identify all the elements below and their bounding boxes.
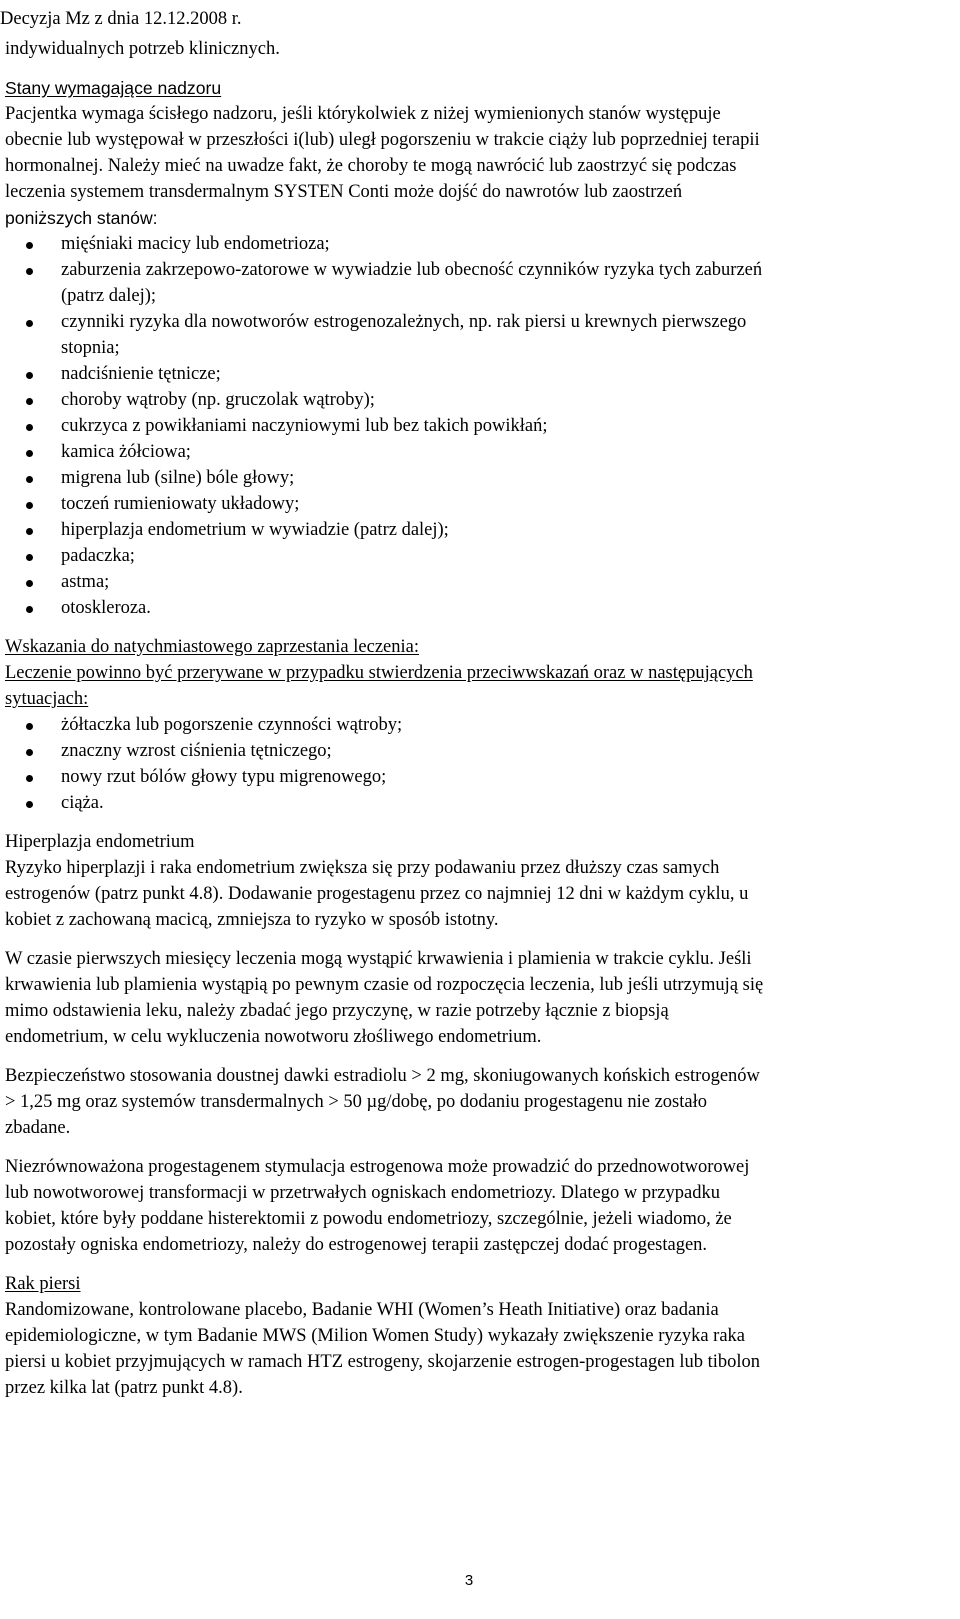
paragraph — [5, 855, 920, 933]
bullet-icon — [26, 580, 33, 587]
paragraph-line: Ryzyko hiperplazji i raka endometrium zwiększa się przy podawaniu przez dłuższy czas samych — [5, 858, 720, 878]
list-item — [5, 361, 920, 387]
section-heading-discontinuation: Wskazania do natychmiastowego zaprzestania leczenia: — [5, 637, 419, 657]
list-item — [5, 491, 920, 517]
bullet-icon — [26, 775, 33, 782]
header-text: Decyzja Mz z dnia 12.12.2008 r. — [0, 9, 242, 29]
bullet-icon — [26, 268, 33, 275]
paragraph-line: Leczenie powinno być przerywane w przypadku stwierdzenia przeciwwskazań oraz w następujących — [5, 663, 753, 683]
section-discontinuation — [5, 634, 920, 816]
paragraph-line: W czasie pierwszych miesięcy leczenia mogą wystąpić krwawienia i plamienia w trakcie cyklu. Jeśli — [5, 949, 752, 969]
section-breast-cancer — [5, 1271, 920, 1401]
list-item — [5, 595, 920, 621]
paragraph-line: > 1,25 mg oraz systemów transdermalnych > 50 µg/dobę, po dodaniu progestagenu nie zostało — [5, 1092, 707, 1112]
section-heading-monitoring: Stany wymagające nadzoru — [5, 78, 222, 98]
paragraph-line: krwawienia lub plamienia wystąpią po pewnym czasie od rozpoczęcia leczenia, lub jeśli utrzymują się — [5, 975, 764, 995]
paragraph-line: endometrium, w celu wykluczenia nowotworu złośliwego endometrium. — [5, 1027, 542, 1047]
bullet-icon — [26, 749, 33, 756]
bullet-icon — [26, 424, 33, 431]
bullet-icon — [26, 450, 33, 457]
paragraph — [5, 946, 920, 1050]
bullet-list-discontinuation — [5, 712, 920, 816]
list-item — [5, 465, 920, 491]
paragraph-line: zbadane. — [5, 1118, 71, 1138]
list-item-text: żółtaczka lub pogorszenie czynności wątroby; — [61, 715, 403, 735]
paragraph-line: kobiet z zachowaną macicą, zmniejsza to ryzyko w sposób istotny. — [5, 910, 499, 930]
list-item — [5, 712, 920, 738]
list-item — [5, 439, 920, 465]
paragraph-line: kobiet, które były poddane histerektomii z powodu endometriozy, szczególnie, jeżeli wiadomo, że — [5, 1209, 732, 1229]
section-heading-hyperplasia: Hiperplazja endometrium — [5, 832, 195, 852]
list-item — [5, 387, 920, 413]
paragraph-line: Randomizowane, kontrolowane placebo, Badanie WHI (Women’s Heath Initiative) oraz badania — [5, 1300, 719, 1320]
bullet-icon — [26, 372, 33, 379]
paragraph-line: mimo odstawienia leku, należy zbadać jego przyczynę, w razie potrzeby łącznie z biopsją — [5, 1001, 669, 1021]
list-item — [5, 517, 920, 543]
list-item-text: mięśniaki macicy lub endometrioza; — [61, 234, 330, 254]
list-item-text: padaczka; — [61, 546, 135, 566]
paragraph-line: piersi u kobiet przyjmujących w ramach HTZ estrogeny, skojarzenie estrogen-progestagen lub tibolon — [5, 1352, 761, 1372]
bullet-icon — [26, 502, 33, 509]
list-item — [5, 569, 920, 595]
list-item-text: stopnia; — [61, 338, 120, 358]
list-item-text: znaczny wzrost ciśnienia tętniczego; — [61, 741, 332, 761]
list-item-text: zaburzenia zakrzepowo-zatorowe w wywiadzie lub obecność czynników ryzyka tych zaburzeń — [61, 260, 763, 280]
bullet-icon — [26, 528, 33, 535]
section-monitoring — [5, 75, 920, 621]
paragraph-line: przez kilka lat (patrz punkt 4.8). — [5, 1378, 243, 1398]
list-item — [5, 543, 920, 569]
paragraph-line: Niezrównoważona progestagenem stymulacja estrogenowa może prowadzić do przednowotworowej — [5, 1157, 750, 1177]
list-item — [5, 257, 920, 309]
list-item — [5, 309, 920, 361]
list-item — [5, 790, 920, 816]
list-item-text: ciąża. — [61, 793, 104, 813]
paragraph-line: Bezpieczeństwo stosowania doustnej dawki estradiolu > 2 mg, skoniugowanych końskich estrogenów — [5, 1066, 760, 1086]
list-item-text: hiperplazja endometrium w wywiadzie (patrz dalej); — [61, 520, 449, 540]
list-item — [5, 764, 920, 790]
bullet-icon — [26, 476, 33, 483]
paragraph-line: obecnie lub występował w przeszłości i(lub) uległ pogorszeniu w trakcie ciąży lub poprzedniej terapii — [5, 130, 760, 150]
list-item-text: nowy rzut bólów głowy typu migrenowego; — [61, 767, 387, 787]
paragraph-line: pozostały ogniska endometriozy, należy do estrogenowej terapii zastępczej dodać progestagen. — [5, 1235, 708, 1255]
document-header — [0, 6, 915, 32]
list-item — [5, 231, 920, 257]
page-number: 3 — [464, 1572, 474, 1589]
bullet-icon — [26, 723, 33, 730]
bullet-icon — [26, 242, 33, 249]
paragraph-line: sytuacjach: — [5, 689, 89, 709]
bullet-icon — [26, 398, 33, 405]
section-heading-breast-cancer: Rak piersi — [5, 1274, 81, 1294]
list-item-text: kamica żółciowa; — [61, 442, 191, 462]
list-item-text: choroby wątroby (np. gruczolak wątroby); — [61, 390, 375, 410]
list-item-text: toczeń rumieniowaty układowy; — [61, 494, 300, 514]
list-item — [5, 413, 920, 439]
paragraph-line: hormonalnej. Należy mieć na uwadze fakt, że choroby te mogą nawrócić lub zaostrzyć się podczas — [5, 156, 737, 176]
list-item-text: astma; — [61, 572, 110, 592]
paragraph-line: epidemiologiczne, w tym Badanie MWS (Milion Women Study) wykazały zwiększenie ryzyka raka — [5, 1326, 746, 1346]
section-hyperplasia — [5, 829, 920, 1258]
list-item-text: (patrz dalej); — [61, 286, 157, 306]
bullet-icon — [26, 801, 33, 808]
bullet-list-conditions — [5, 231, 920, 621]
paragraph — [5, 1063, 920, 1141]
list-item — [5, 738, 920, 764]
list-item-text: nadciśnienie tętnicze; — [61, 364, 221, 384]
paragraph — [5, 1154, 920, 1258]
list-item-text: migrena lub (silne) bóle głowy; — [61, 468, 295, 488]
paragraph-line: lub nowotworowej transformacji w przetrwałych ogniskach endometriozy. Dlatego w przypadku — [5, 1183, 720, 1203]
document-body — [5, 36, 920, 1401]
bullet-icon — [26, 606, 33, 613]
paragraph-line: poniższych stanów: — [5, 208, 158, 228]
list-item-text: otoskleroza. — [61, 598, 151, 618]
bullet-icon — [26, 554, 33, 561]
paragraph-line: estrogenów (patrz punkt 4.8). Dodawanie progestagenu przez co najmniej 12 dni w każdym cyklu, u — [5, 884, 749, 904]
paragraph-line: Pacjentka wymaga ścisłego nadzoru, jeśli którykolwiek z niżej wymienionych stanów występuje — [5, 104, 721, 124]
list-item-text: cukrzyca z powikłaniami naczyniowymi lub bez takich powikłań; — [61, 416, 548, 436]
intro-line: indywidualnych potrzeb klinicznych. — [5, 39, 280, 59]
list-item-text: czynniki ryzyka dla nowotworów estrogenozależnych, np. rak piersi u krewnych pierwszego — [61, 312, 747, 332]
paragraph-line: leczenia systemem transdermalnym SYSTEN Conti może dojść do nawrotów lub zaostrzeń — [5, 182, 683, 202]
bullet-icon — [26, 320, 33, 327]
